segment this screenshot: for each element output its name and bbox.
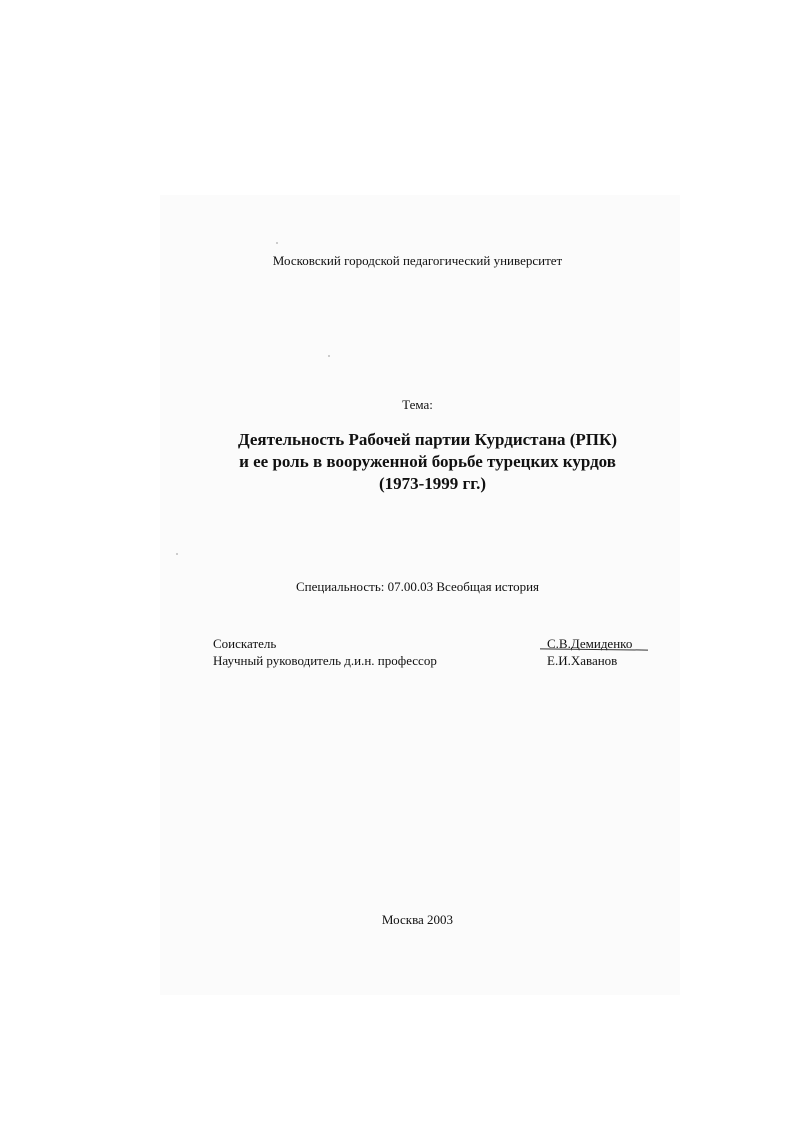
city-year: Москва 2003 [381,912,454,927]
supervisor-label: Научный руководитель д.и.н. профессор [213,653,437,668]
scan-speck [276,242,278,244]
scan-speck [328,355,330,357]
university-name: Московский городской педагогический университет [272,253,563,268]
applicant-name: С.В.Демиденко [547,636,633,651]
scanned-page-area [160,195,680,995]
supervisor-name: Е.И.Хаванов [547,653,618,668]
title-line-1: Деятельность Рабочей партии Курдистана (РПК) [237,430,618,449]
specialty-line: Специальность: 07.00.03 Всеобщая история [295,579,540,594]
applicant-label: Соискатель [213,636,277,651]
dissertation-title [30,429,795,495]
title-line-3: (1973-1999 гг.) [378,474,486,493]
title-line-2: и ее роль в вооруженной борьбе турецких курдов [239,452,616,471]
theme-label: Тема: [402,397,433,412]
scan-speck [176,553,178,555]
